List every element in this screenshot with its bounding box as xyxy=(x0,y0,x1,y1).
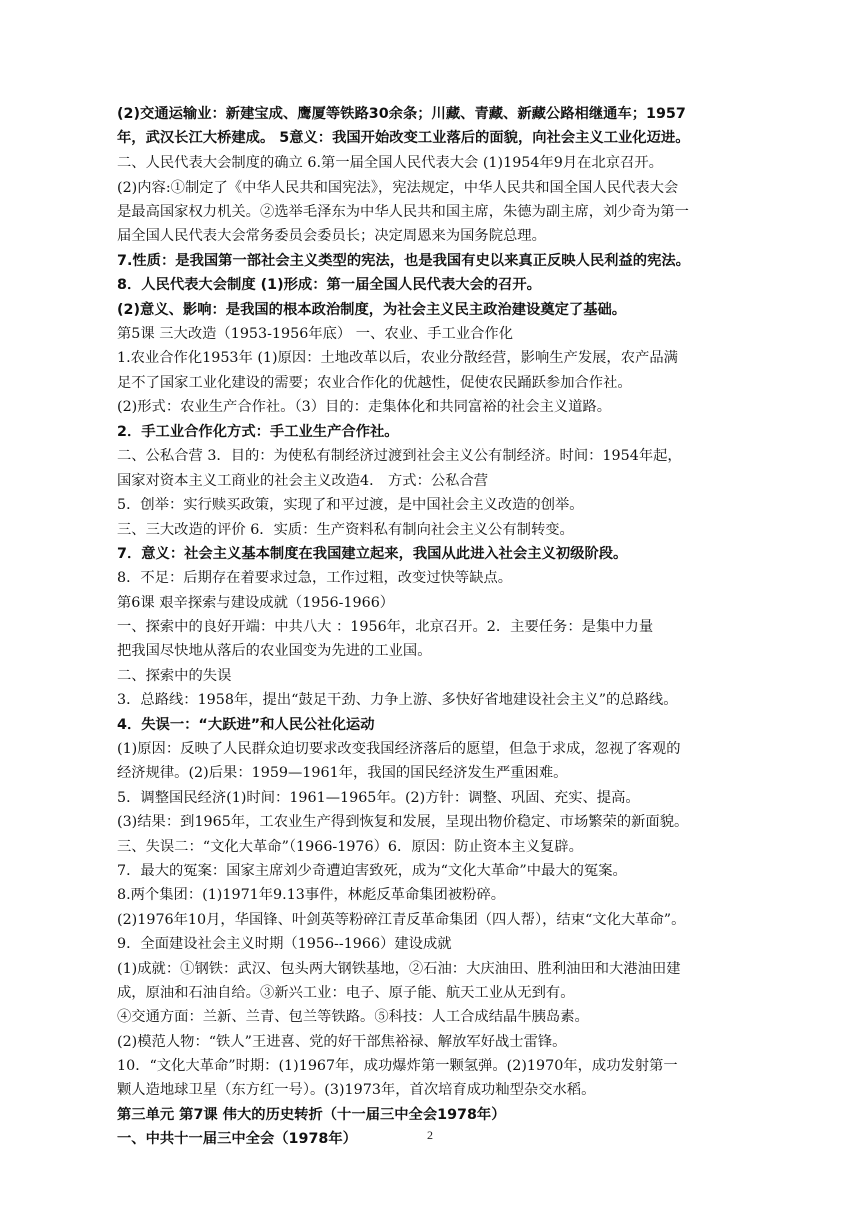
text-line: 8．不足：后期存在着要求过急，工作过粗，改变过快等缺点。 xyxy=(117,570,513,586)
text-line: 颗人造地球卫星（东方红一号）。(3)1973年，首次培育成功籼型杂交水稻。 xyxy=(117,1082,596,1098)
text-line: (2)内容:①制定了《中华人民共和国宪法》，宪法规定，中华人民共和国全国人民代表大会 xyxy=(117,180,679,196)
text-line: 7.性质：是我国第一部社会主义类型的宪法，也是我国有史以来真正反映人民利益的宪法。 xyxy=(117,253,690,269)
text-line: 一、探索中的良好开端：中共八大 ：1956年，北京召开。2．主要任务：是集中力量 xyxy=(117,619,654,635)
text-line: 二、人民代表大会制度的确立 6.第一届全国人民代表大会 (1)1954年9月在北京召开。 xyxy=(117,155,663,171)
text-line: (2)形式：农业生产合作社。（3）目的：走集体化和共同富裕的社会主义道路。 xyxy=(117,399,611,415)
text-line: 年，武汉长江大桥建成。 5意义：我国开始改变工业落后的面貌，向社会主义工业化迈进。 xyxy=(117,130,690,146)
text-line: 8．人民代表大会制度 (1)形成：第一届全国人民代表大会的召开。 xyxy=(117,277,541,293)
text-line: (2)意义、影响：是我国的根本政治制度，为社会主义民主政治建设奠定了基础。 xyxy=(117,302,627,318)
text-line: 1.农业合作化1953年 (1)原因：土地改革以后，农业分散经营，影响生产发展，农产品满 xyxy=(117,350,678,366)
text-line: (2)交通运输业：新建宝成、鹰厦等铁路30余条；川藏、青藏、新藏公路相继通车；1957 xyxy=(117,106,686,122)
text-line: 二、公私合营 3．目的：为使私有制经济过渡到社会主义公有制经济。时间：1954年起， xyxy=(117,448,682,464)
text-line: 5．调整国民经济(1)时间：1961—1965年。(2)方针：调整、巩固、充实、提高。 xyxy=(117,790,640,806)
text-line: ④交通方面：兰新、兰青、包兰等铁路。⑤科技：人工合成结晶牛胰岛素。 xyxy=(117,1009,589,1025)
text-line: 足不了国家工业化建设的需要；农业合作化的优越性，促使农民踊跃参加合作社。 xyxy=(117,375,632,391)
text-line: 5．创举：实行赎买政策，实现了和平过渡，是中国社会主义改造的创举。 xyxy=(117,497,584,513)
text-line: (3)结果：到1965年，工农业生产得到恢复和发展，呈现出物价稳定、市场繁荣的新面貌。 xyxy=(117,814,689,830)
text-line: 经济规律。(2)后果：1959—1961年，我国的国民经济发生严重困难。 xyxy=(117,765,568,781)
text-line: 2．手工业合作化方式：手工业生产合作社。 xyxy=(117,424,399,440)
text-line: (2)1976年10月，华国锋、叶剑英等粉碎江青反革命集团（四人帮），结束“文化大革命”。 xyxy=(117,912,686,928)
text-line: 第6课 艰辛探索与建设成就（1956-1966） xyxy=(117,595,395,611)
text-line: 9．全面建设社会主义时期（1956--1966）建设成就 xyxy=(117,936,452,952)
text-line: 二、探索中的失误 xyxy=(117,668,232,684)
text-line: 8.两个集团：(1)1971年9.13事件，林彪反革命集团被粉碎。 xyxy=(117,887,506,903)
text-line: 第三单元 第7课 伟大的历史转折（十一届三中全会1978年） xyxy=(117,1107,506,1123)
text-line: 国家对资本主义工商业的社会主义改造4． 方式：公私合营 xyxy=(117,473,489,489)
text-line: 3．总路线：1958年，提出“鼓足干劲、力争上游、多快好省地建设社会主义”的总路线。 xyxy=(117,692,678,708)
text-line: 成，原油和石油自给。③新兴工业：电子、原子能、航天工业从无到有。 xyxy=(117,985,575,1001)
text-line: 10．“文化大革命”时期：(1)1967年，成功爆炸第一颗氢弹。(2)1970年，成功发射第一 xyxy=(117,1058,678,1074)
text-line: 把我国尽快地从落后的农业国变为先进的工业国。 xyxy=(117,643,432,659)
text-line: 7．最大的冤案：国家主席刘少奇遭迫害致死，成为“文化大革命”中最大的冤案。 xyxy=(117,863,627,879)
text-line: 三、三大改造的评价 6．实质：生产资料私有制向社会主义公有制转变。 xyxy=(117,522,574,538)
text-line: (2)模范人物：“铁人”王进喜、党的好干部焦裕禄、解放军好战士雷锋。 xyxy=(117,1034,567,1050)
text-line: 第5课 三大改造（1953-1956年底） 一、农业、手工业合作化 xyxy=(117,326,514,342)
text-line: 届全国人民代表大会常务委员会委员长；决定周恩来为国务院总理。 xyxy=(117,228,546,244)
text-line: (1)原因：反映了人民群众迫切要求改变我国经济落后的愿望，但急于求成，忽视了客观的 xyxy=(117,741,681,757)
text-line: (1)成就：①钢铁：武汉、包头两大钢铁基地，②石油：大庆油田、胜利油田和大港油田建 xyxy=(117,961,681,977)
text-line: 7．意义：社会主义基本制度在我国建立起来，我国从此进入社会主义初级阶段。 xyxy=(117,546,628,562)
text-line: 是最高国家权力机关。②选举毛泽东为中华人民共和国主席，朱德为副主席，刘少奇为第一 xyxy=(117,204,689,220)
text-line: 4．失误一：“大跃进”和人民公社化运动 xyxy=(117,717,375,733)
text-line: 三、失误二：“文化大革命”（1966-1976）6．原因：防止资本主义复辟。 xyxy=(117,839,583,855)
page-number: 2 xyxy=(427,1128,433,1142)
text-line: 一、中共十一届三中全会（1978年） xyxy=(117,1131,357,1147)
